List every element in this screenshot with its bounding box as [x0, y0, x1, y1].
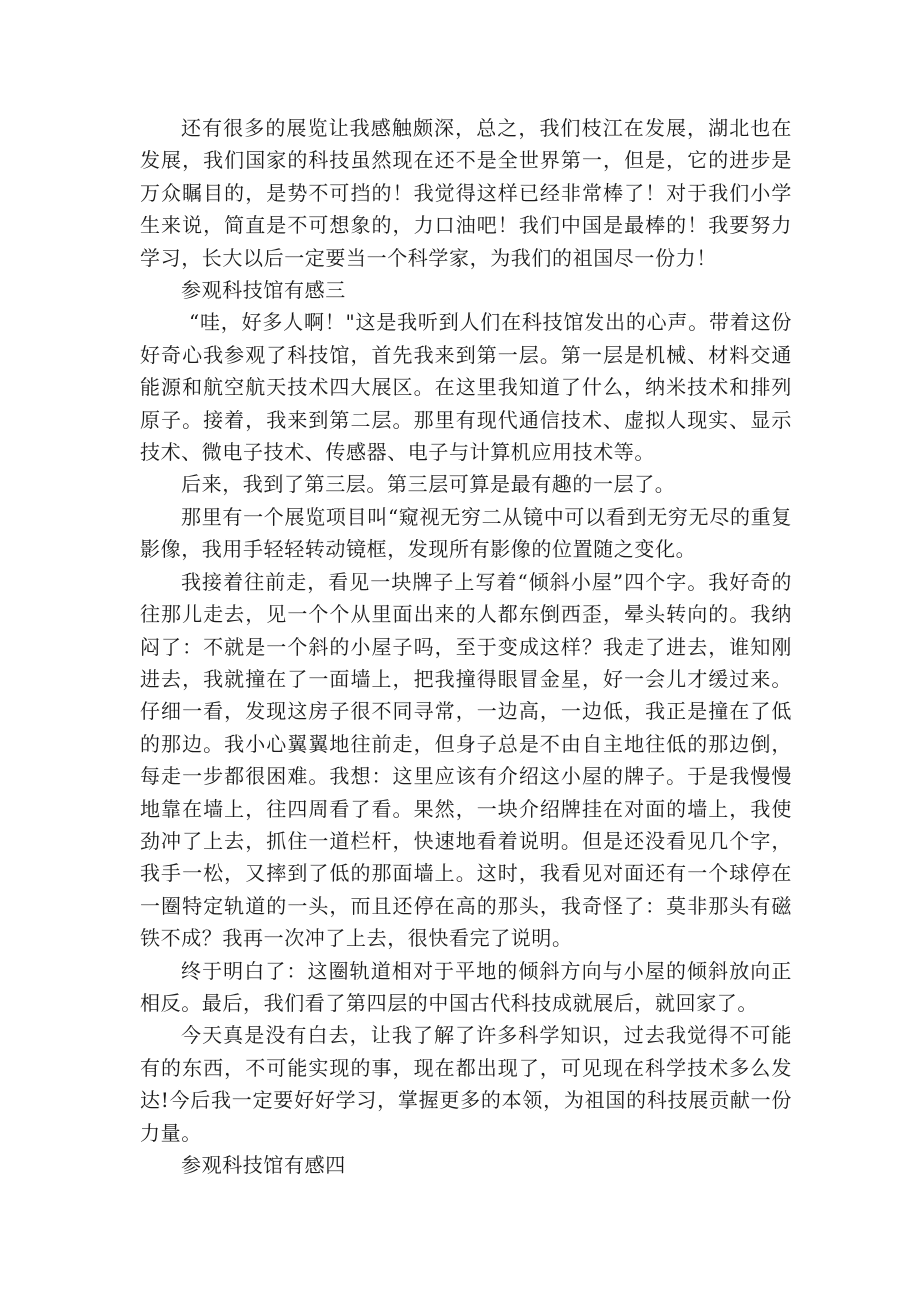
section-heading-four: 参观科技馆有感四: [181, 1153, 346, 1177]
paragraph-summary: 还有很多的展览让我感触颇深，总之，我们枝江在发展，湖北也在发展，我们国家的科技虽然现在还不是全世界第一，但是，它的进步是万众瞩目的，是势不可挡的！我觉得这样已经非常棒了！对于我们小学生来说，简直是不可想象的，力口油吧！我们中国是最棒的！我要努力学习，长大以后一定要当一个科学家，为我们的祖国尽一份力！: [140, 116, 792, 270]
paragraph-first-second-floor: “哇，好多人啊！"这是我听到人们在科技馆发出的心声。带着这份好奇心我参观了科技馆，首先我来到第一层。第一层是机械、材料交通能源和航空航天技术四大展区。在这里我知道了什么，纳米技术和排列原子。接着，我来到第二层。那里有现代通信技术、虚拟人现实、显示技术、微电子技术、传感器、电子与计算机应用技术等。: [140, 310, 792, 465]
paragraph-conclusion: 今天真是没有白去，让我了解了许多科学知识，过去我觉得不可能有的东西，不可能实现的事，现在都出现了，可见现在科学技术多么发达!今后我一定要好好学习，掌握更多的本领，为祖国的科技展贡献一份力量。: [140, 1023, 792, 1145]
paragraph-tilted-house: 我接着往前走，看见一块牌子上写着“倾斜小屋”四个字。我好奇的往那儿走去，见一个个从里面出来的人都东倒西歪，晕头转向的。我纳闷了：不就是一个斜的小屋子吗，至于变成这样？我走了进去，谁知刚进去，我就撞在了一面墙上，把我撞得眼冒金星，好一会儿才缓过来。仔细一看，发现这房子很不同寻常，一边高，一边低，我正是撞在了低的那边。我小心翼翼地往前走，但身子总是不由自主地往低的那边倒，每走一步都很困难。我想：这里应该有介绍这小屋的牌子。于是我慢慢地靠在墙上，往四周看了看。果然，一块介绍牌挂在对面的墙上，我使劲冲了上去，抓住一道栏杆，快速地看着说明。但是还没看见几个字，我手一松，又摔到了低的那面墙上。这时，我看见对面还有一个球停在一圈特定轨道的一头，而且还停在高的那头，我奇怪了：莫非那头有磁铁不成？我再一次冲了上去，很快看完了说明。: [140, 569, 792, 951]
paragraph-understood: 终于明白了：这圈轨道相对于平地的倾斜方向与小屋的倾斜放向正相反。最后，我们看了第四层的中国古代科技成就展后，就回家了。: [140, 958, 792, 1015]
document-page: [140, 112, 792, 1181]
section-heading-three: 参观科技馆有感三: [181, 278, 346, 303]
paragraph-infinite-mirror: 那里有一个展览项目叫“窥视无穷二从镜中可以看到无穷无尽的重复影像，我用手轻轻转动镜框，发现所有影像的位置随之变化。: [140, 504, 792, 562]
paragraph-third-floor: 后来，我到了第三层。第三层可算是最有趣的一层了。: [181, 472, 676, 497]
